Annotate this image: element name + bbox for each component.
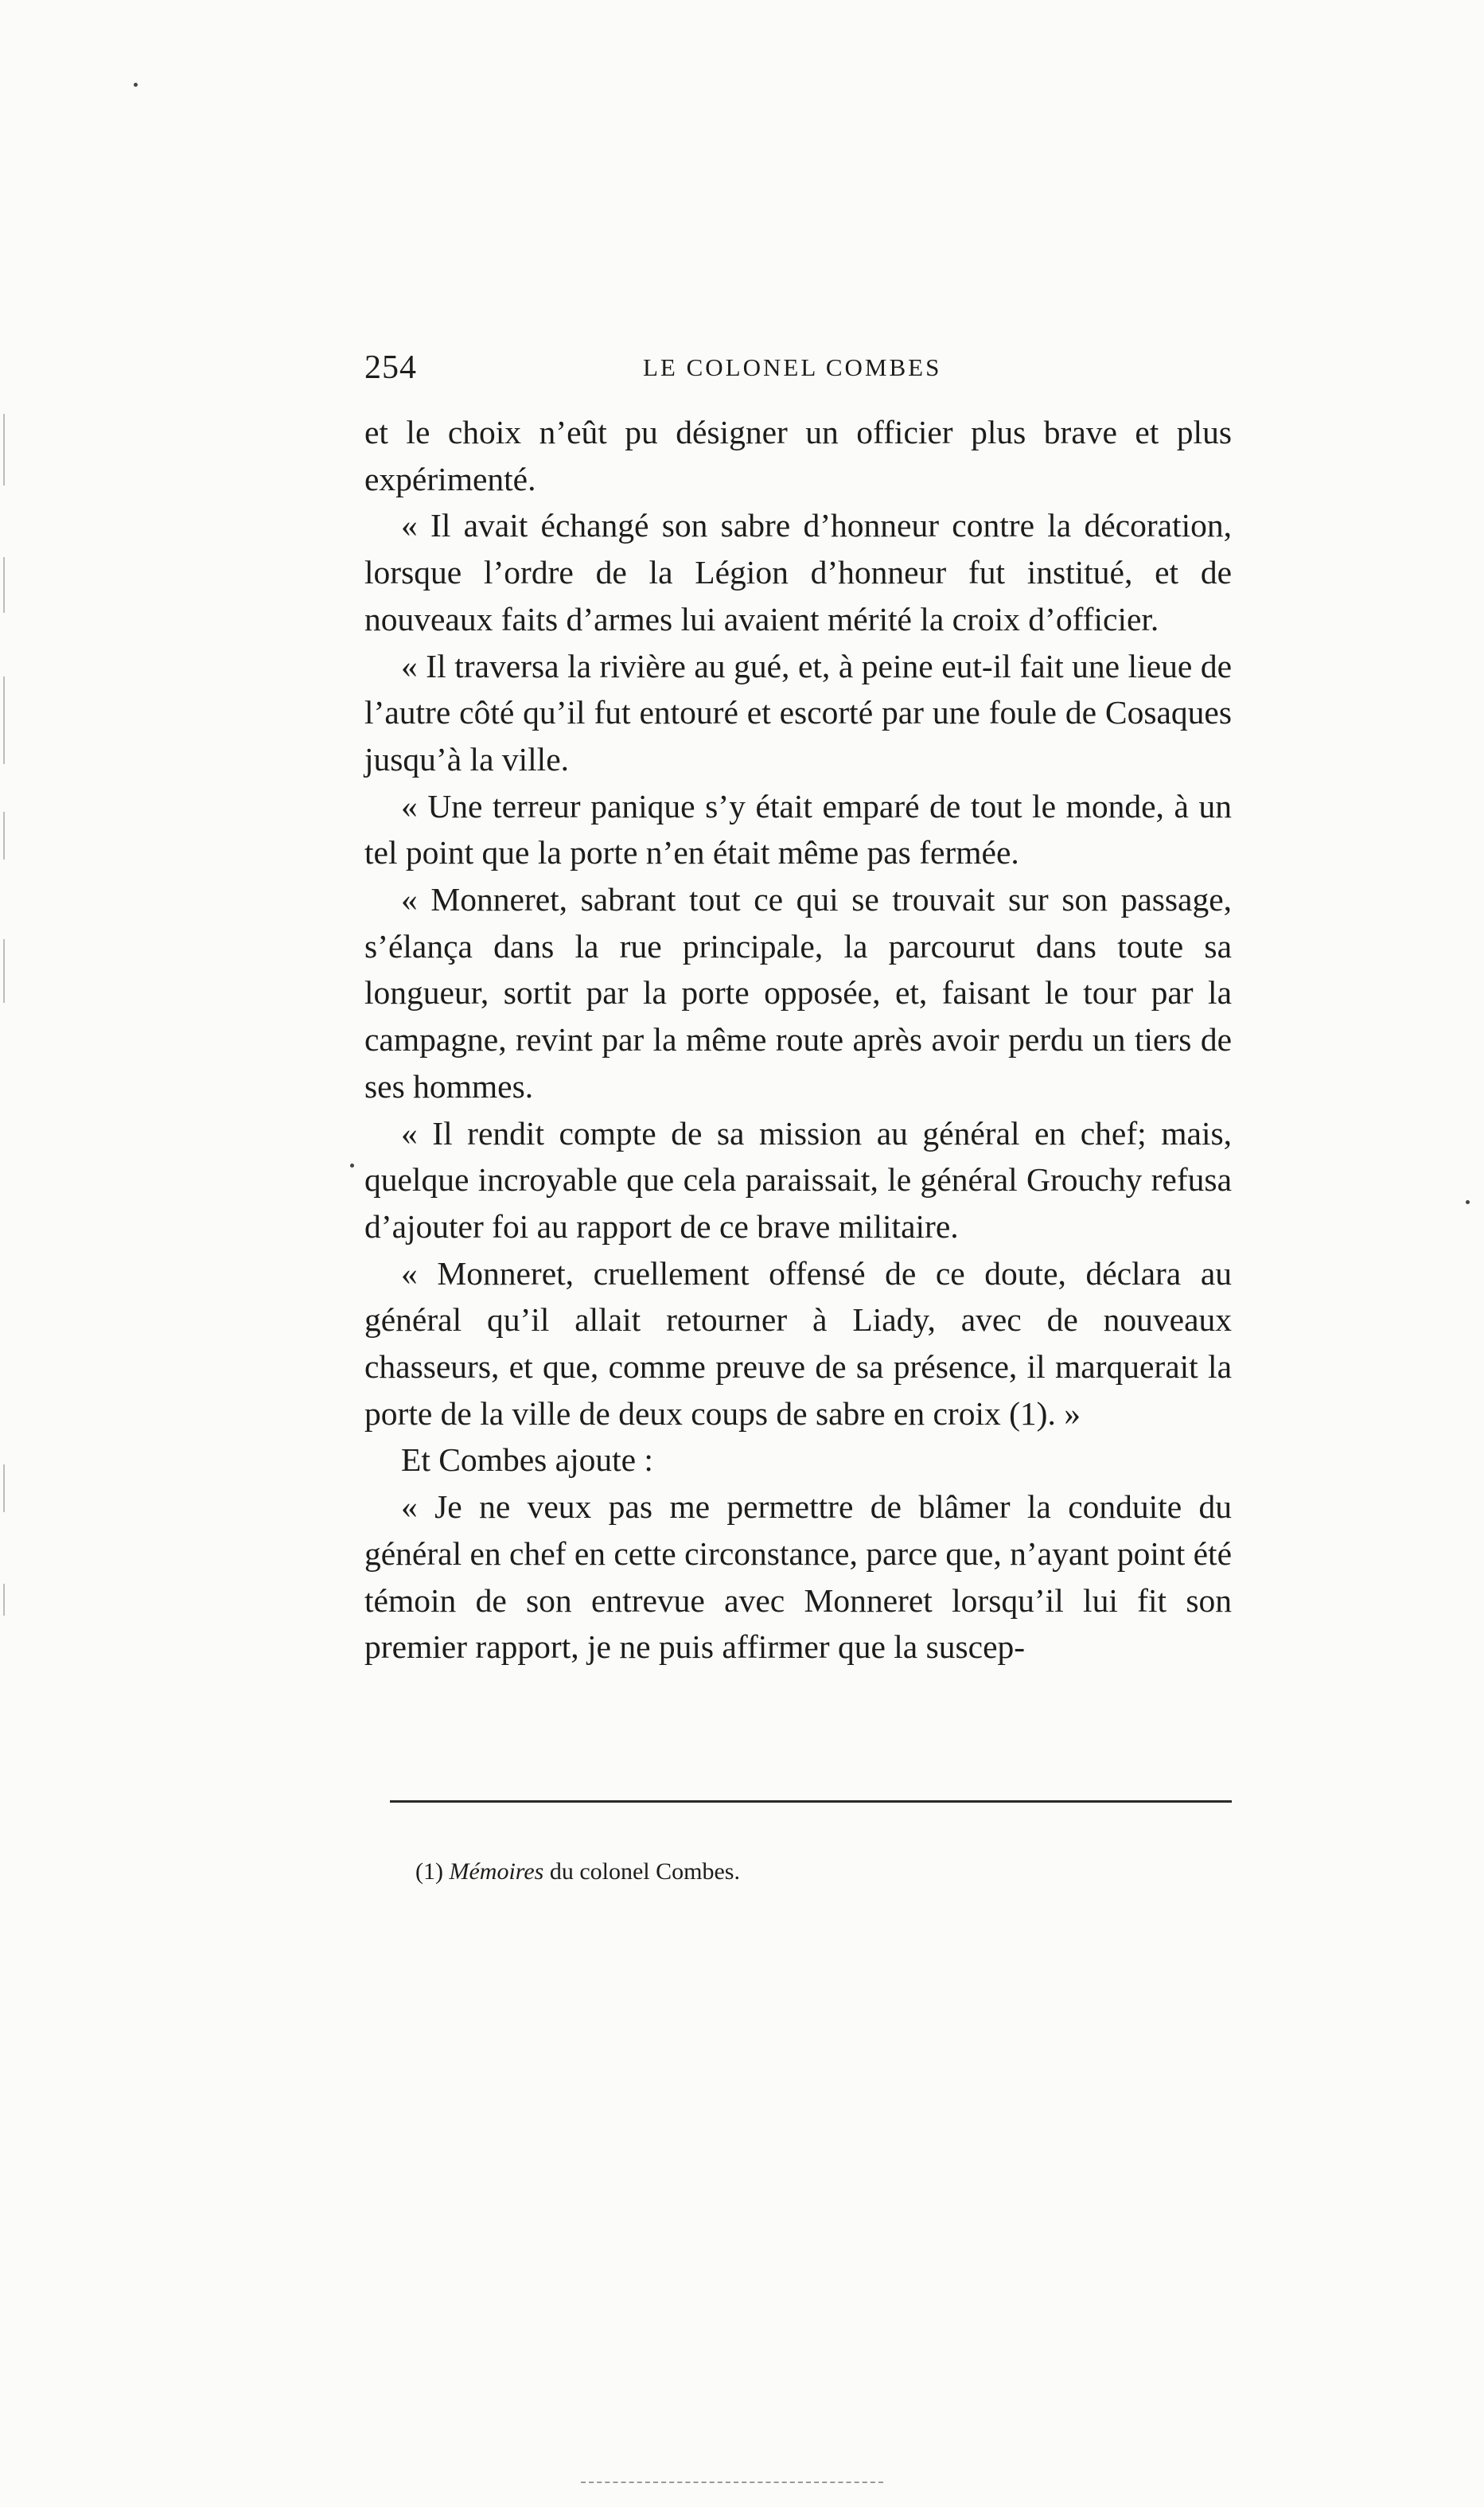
footnote-divider bbox=[390, 1800, 1232, 1803]
paragraph: « Monneret, sabrant tout ce qui se trouvait sur son passage, s’élança dans la rue principale, la parcourut dans toute sa longueur, sortit par la porte opposée, et, faisant le tour par la campagne, revint par la même route après avoir perdu un tiers de ses hommes. bbox=[364, 881, 1232, 1105]
paragraph: « Il traversa la rivière au gué, et, à peine eut-il fait une lieue de l’autre côté qu’il fut entouré et escorté par une foule de Cosaques jusqu’à la ville. bbox=[364, 647, 1232, 778]
scan-edge-mark bbox=[3, 676, 5, 764]
footnote-marker: (1) bbox=[415, 1858, 443, 1885]
scan-edge-mark bbox=[3, 812, 5, 860]
paragraph: « Il rendit compte de sa mission au général en chef; mais, quelque incroyable que cela paraissait, le général Grouchy refusa d’ajouter foi au rapport de ce brave militaire. bbox=[364, 1114, 1232, 1245]
running-title: LE COLONEL COMBES bbox=[643, 353, 942, 381]
paragraph: « Il avait échangé son sabre d’honneur contre la décoration, lorsque l’ordre de la Légion d’honneur fut institué, et de nouveaux faits d’armes lui avaient mérité la croix d’officier. bbox=[364, 507, 1232, 637]
scan-speck bbox=[1466, 1200, 1470, 1204]
page-number: 254 bbox=[364, 349, 417, 386]
paragraph: et le choix n’eût pu désigner un officier plus brave et plus expérimenté. bbox=[364, 414, 1232, 497]
scan-edge-mark bbox=[3, 557, 5, 613]
paragraph: Et Combes ajoute : bbox=[401, 1441, 653, 1479]
scan-edge-mark bbox=[3, 1584, 5, 1616]
scan-bottom-marks bbox=[581, 2482, 883, 2483]
footnote-title: Mémoires bbox=[449, 1858, 544, 1885]
scan-edge-mark bbox=[3, 414, 5, 485]
body-text bbox=[364, 409, 1232, 1671]
footnote bbox=[415, 1856, 740, 1888]
paragraph: « Une terreur panique s’y était emparé de tout le monde, à un tel point que la porte n’en était même pas fermée. bbox=[364, 787, 1232, 871]
paragraph: « Monneret, cruellement offensé de ce doute, déclara au général qu’il allait retourner à Liady, avec de nouveaux chasseurs, et que, comme preuve de sa présence, il marquerait la porte de la ville de deux coups de sabre en croix (1). » bbox=[364, 1254, 1232, 1432]
scan-edge-mark bbox=[3, 939, 5, 1003]
footnote-text: du colonel Combes. bbox=[543, 1858, 740, 1885]
scan-speck bbox=[350, 1164, 354, 1168]
page-header bbox=[364, 349, 1232, 396]
paragraph: « Je ne veux pas me permettre de blâmer la conduite du général en chef en cette circonstance, parce que, n’ayant point été témoin de son entrevue avec Monneret lorsqu’il lui fit son premier rapport, je ne puis affirmer que la suscep- bbox=[364, 1488, 1232, 1666]
scan-speck bbox=[134, 83, 138, 87]
scan-edge-mark bbox=[3, 1464, 5, 1512]
